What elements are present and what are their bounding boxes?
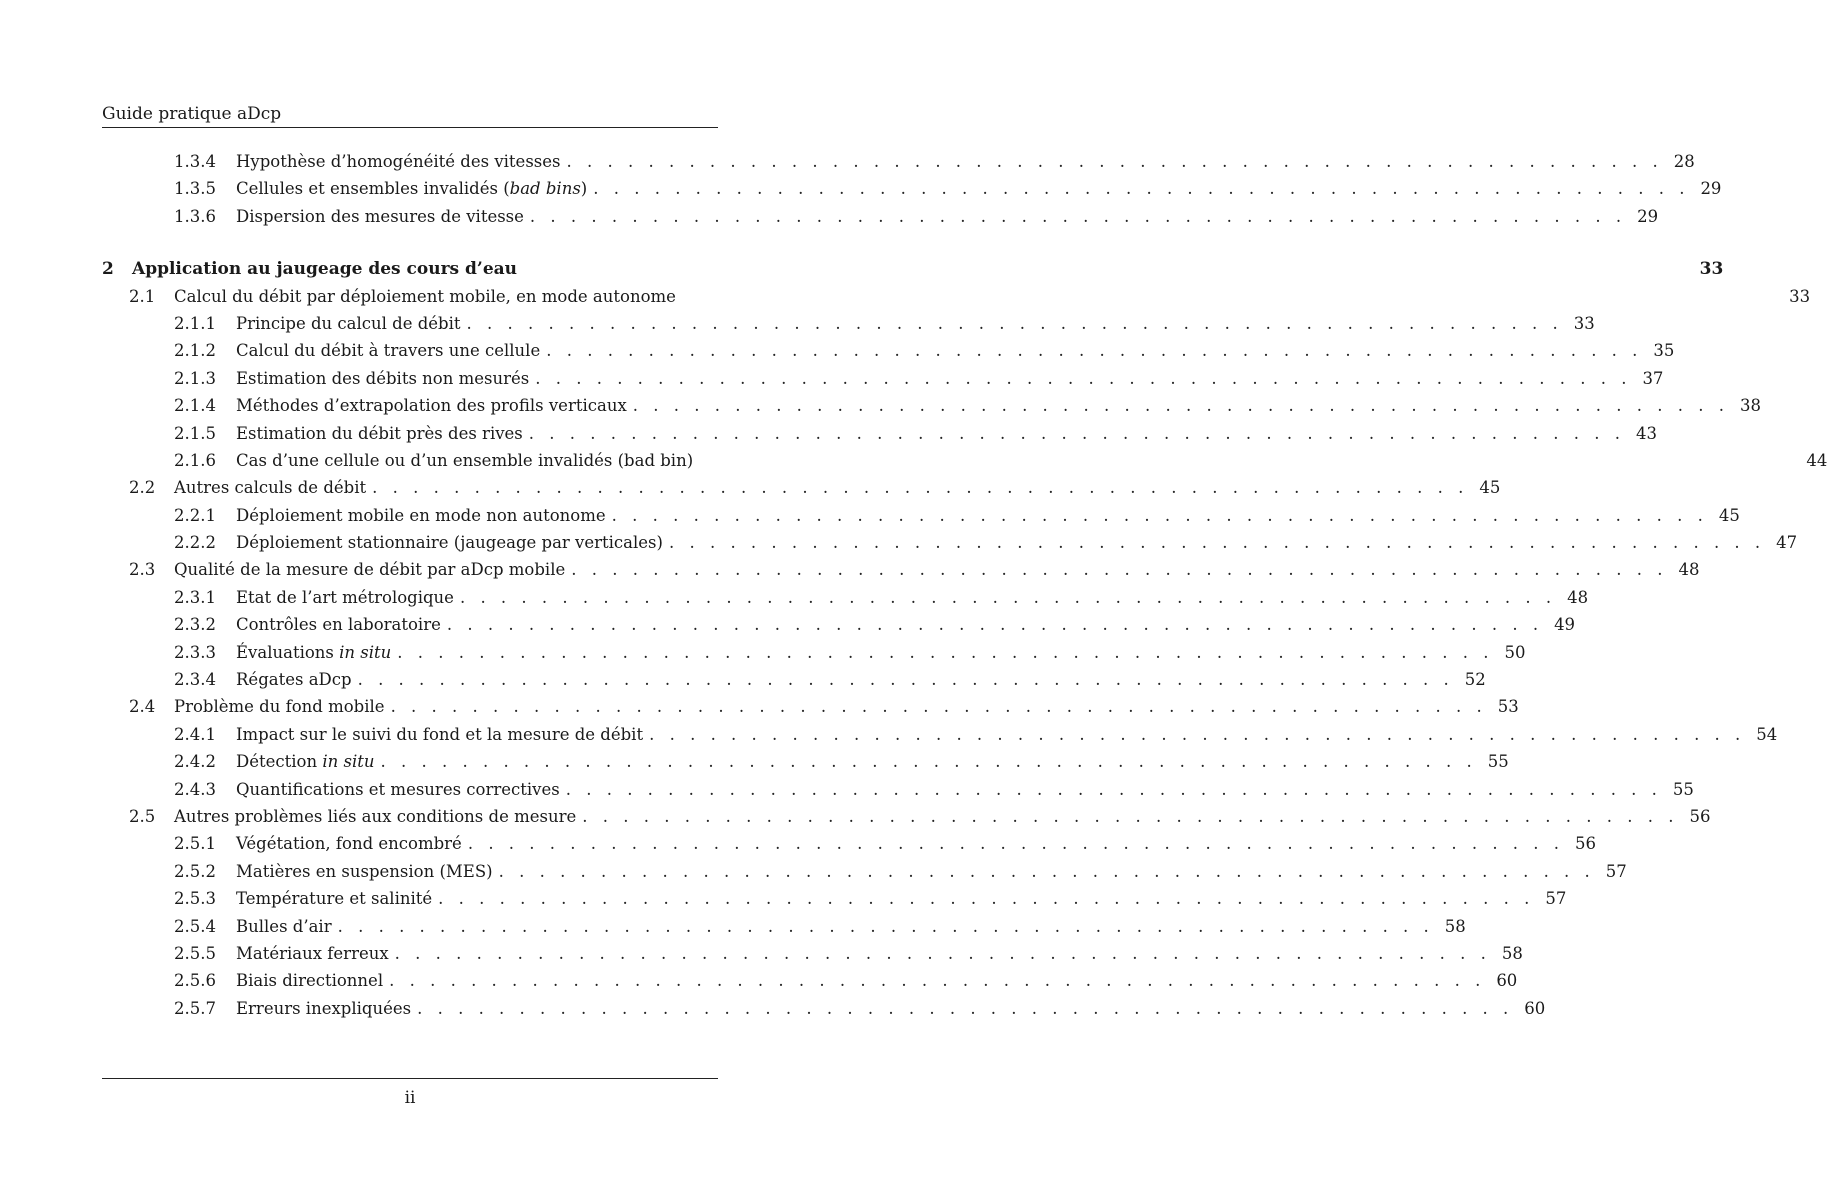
toc-entry-title-text: Estimation du débit près des rives [236, 423, 523, 443]
toc-entry-number: 2 [102, 259, 114, 280]
toc-entry-title [236, 944, 389, 963]
dot-leader [530, 207, 1626, 226]
dot-leader [372, 478, 1468, 497]
toc-entry-title [236, 451, 693, 470]
toc-entry-title-text: Estimation des débits non mesurés [236, 368, 530, 388]
toc-entry-title-text: Méthodes d’extrapolation des profils verticaux [236, 396, 627, 416]
dot-leader [438, 889, 1534, 908]
toc-entry-title [174, 697, 385, 716]
toc-entry-page: 48 [1567, 587, 1589, 607]
toc-entry-page: 49 [1554, 615, 1576, 635]
toc-entry-number: 2.5.4 [174, 916, 216, 936]
toc-entry-number: 2.1.2 [174, 341, 216, 361]
toc-entry-title [236, 369, 529, 388]
toc-entry-number: 2.5.6 [174, 971, 216, 991]
toc-entry-title-text: Calcul du débit à travers une cellule [236, 341, 541, 361]
toc-entry-title [236, 725, 643, 744]
header-rule [102, 127, 718, 128]
toc-entry-number: 2.3 [129, 560, 156, 580]
dot-leader [535, 369, 1631, 388]
dot-leader [529, 424, 1625, 443]
toc-entry-title-text: Quantifications et mesures correctives [236, 779, 560, 799]
toc-entry-page: 38 [1739, 396, 1761, 416]
dot-leader [566, 780, 1662, 799]
toc-entry-title-text: Température et salinité [236, 889, 433, 909]
dot-leader [612, 506, 1708, 525]
toc-entry-title [236, 179, 587, 198]
dot-leader [395, 944, 1491, 963]
toc-entry-page: 57 [1545, 889, 1567, 909]
toc-entry-number: 2.2.2 [174, 533, 216, 553]
toc-entry-number: 2.3.2 [174, 615, 216, 635]
toc-entry[interactable] [102, 206, 1659, 234]
toc-entry-title [236, 889, 432, 908]
toc-entry-number: 2.1.6 [174, 450, 216, 470]
toc-entry-title-text: Détection [236, 752, 323, 772]
toc-entry-page: 47 [1776, 533, 1798, 553]
toc-entry[interactable] [102, 697, 1519, 724]
dot-leader [417, 999, 1513, 1018]
toc-entry-title [132, 259, 517, 279]
toc-entry[interactable] [102, 670, 1486, 697]
toc-entry-title-italic: in situ [322, 752, 375, 772]
toc-entry-title [236, 752, 375, 771]
dot-leader [571, 560, 1667, 579]
toc-entry[interactable] [102, 779, 1694, 807]
toc-entry-page: 29 [1700, 179, 1722, 199]
toc-entry-number: 1.3.6 [174, 206, 216, 226]
toc-entry[interactable] [102, 423, 1657, 451]
toc-entry-title-text: Déploiement stationnaire (jaugeage par verticales) [236, 533, 663, 553]
toc-entry-number: 2.5.2 [174, 861, 216, 881]
toc-entry-page: 52 [1464, 670, 1486, 690]
toc-entry-page: 33 [1699, 259, 1724, 280]
toc-entry-title [236, 588, 454, 607]
toc-entry[interactable] [102, 642, 1526, 670]
toc-entry-page: 45 [1479, 478, 1501, 498]
toc-entry-number: 2.1.5 [174, 423, 216, 443]
toc-entry-page: 56 [1689, 806, 1711, 826]
toc-entry-number: 2.5 [129, 806, 156, 826]
table-of-contents [102, 152, 1827, 1026]
toc-entry-page: 29 [1637, 206, 1659, 226]
toc-entry-title [174, 807, 576, 826]
toc-entry[interactable] [102, 259, 1724, 286]
toc-entry-number: 2.4.2 [174, 752, 216, 772]
toc-entry-page: 50 [1504, 642, 1526, 662]
toc-entry-title [174, 560, 565, 579]
toc-entry[interactable] [102, 998, 1546, 1026]
toc-entry[interactable] [102, 152, 1695, 179]
toc-entry-number: 2.5.1 [174, 834, 216, 854]
toc-entry[interactable] [102, 478, 1501, 505]
toc-entry-title-italic: bad bins [509, 179, 581, 199]
toc-entry-title-italic: in situ [339, 642, 392, 662]
toc-entry-title [174, 287, 676, 306]
toc-entry-title-text: Matériaux ferreux [236, 943, 389, 963]
toc-entry-page: 37 [1642, 368, 1664, 388]
dot-leader [391, 697, 1487, 716]
toc-entry-page: 55 [1672, 779, 1694, 799]
toc-entry-title-text: Cas d’une cellule ou d’un ensemble invalidés (bad bin) [236, 450, 694, 470]
toc-entry-title [236, 152, 561, 171]
dot-leader [389, 971, 1485, 990]
dot-leader [546, 341, 1642, 360]
running-header: Guide pratique aDcp [102, 104, 282, 124]
toc-entry-title [236, 971, 383, 990]
toc-entry-page: 54 [1756, 724, 1778, 744]
dot-leader [567, 152, 1663, 171]
toc-entry-title-text: Erreurs inexpliquées [236, 998, 412, 1018]
toc-entry-page: 33 [1573, 313, 1595, 333]
toc-entry[interactable] [102, 560, 1700, 587]
toc-entry[interactable] [102, 861, 1627, 889]
toc-entry-page: 60 [1524, 998, 1546, 1018]
toc-entry[interactable] [102, 806, 1711, 834]
toc-entry-page: 35 [1653, 341, 1675, 361]
toc-entry-number: 2.2 [129, 478, 156, 498]
toc-entry-title-text: Autres calculs de débit [174, 478, 367, 498]
toc-entry-page: 53 [1497, 697, 1519, 717]
toc-entry-page: 58 [1444, 916, 1466, 936]
toc-entry[interactable] [102, 396, 1761, 423]
toc-entry-title-text: Problème du fond mobile [174, 697, 385, 717]
toc-entry-number: 2.5.3 [174, 889, 216, 909]
toc-entry[interactable] [102, 834, 1597, 861]
dot-leader [381, 752, 1477, 771]
toc-entry[interactable] [102, 313, 1595, 341]
toc-entry-title-text: Impact sur le suivi du fond et la mesure de débit [236, 724, 644, 744]
toc-entry[interactable] [102, 368, 1664, 396]
toc-entry-number: 2.4 [129, 697, 156, 717]
toc-entry-page: 44 [1806, 450, 1827, 470]
toc-entry-title [236, 780, 560, 799]
toc-entry-number: 1.3.4 [174, 152, 216, 171]
toc-entry-title-text: Hypothèse d’homogénéité des vitesses [236, 152, 561, 171]
toc-entry-number: 2.3.3 [174, 642, 216, 662]
toc-entry-title-text: Cellules et ensembles invalidés ( [236, 179, 510, 199]
toc-entry-page: 60 [1496, 971, 1518, 991]
toc-entry-number: 2.5.7 [174, 998, 216, 1018]
toc-entry-title [236, 424, 523, 443]
toc-entry-title-text: Biais directionnel [236, 971, 384, 991]
dot-leader [467, 314, 1563, 333]
toc-entry-page: 57 [1605, 861, 1627, 881]
toc-entry[interactable] [102, 533, 1798, 560]
toc-entry-title-text: Bulles d’air [236, 916, 332, 936]
toc-entry-page: 43 [1635, 423, 1657, 443]
dot-leader [468, 834, 1564, 853]
toc-entry-title-text: Dispersion des mesures de vitesse [236, 206, 524, 226]
dot-leader [669, 533, 1765, 552]
dot-leader [397, 643, 1493, 662]
toc-entry-title [236, 533, 663, 552]
toc-entry-number: 2.1.1 [174, 313, 216, 333]
toc-entry[interactable] [102, 724, 1778, 752]
footer-rule [102, 1078, 718, 1079]
toc-entry-page: 56 [1575, 834, 1597, 854]
toc-entry[interactable] [102, 587, 1589, 615]
toc-entry-number: 2.3.1 [174, 587, 216, 607]
toc-entry-title-text: Régates aDcp [236, 670, 352, 690]
toc-entry-page: 45 [1718, 505, 1740, 525]
dot-leader [460, 588, 1556, 607]
toc-entry-title-text: Déploiement mobile en mode non autonome [236, 505, 606, 525]
toc-entry[interactable] [102, 505, 1740, 533]
dot-leader [633, 396, 1729, 415]
toc-entry-number: 1.3.5 [174, 179, 216, 199]
toc-entry[interactable] [102, 341, 1675, 368]
toc-entry-title-text: Qualité de la mesure de débit par aDcp mobile [174, 560, 566, 580]
toc-entry[interactable] [102, 889, 1567, 916]
toc-entry-title-text: Matières en suspension (MES) [236, 861, 493, 881]
toc-entry[interactable] [102, 752, 1509, 779]
toc-entry[interactable] [102, 971, 1518, 998]
toc-entry-page: 58 [1501, 943, 1523, 963]
dot-leader [499, 862, 1595, 881]
toc-entry-number: 2.4.1 [174, 724, 216, 744]
toc-entry-title-text: Évaluations [236, 642, 340, 662]
toc-entry-title [236, 207, 524, 226]
dot-leader [338, 917, 1434, 936]
toc-entry-number: 2.1.4 [174, 396, 216, 416]
toc-entry-number: 2.5.5 [174, 943, 216, 963]
toc-entry-title-text: Application au jaugeage des cours d’eau [132, 259, 518, 280]
toc-entry[interactable] [102, 450, 1827, 478]
toc-entry-title-text: Calcul du débit par déploiement mobile, en mode autonome [174, 286, 676, 306]
toc-entry[interactable] [102, 286, 1811, 314]
dot-leader [358, 670, 1454, 689]
toc-entry-title [236, 396, 627, 415]
dot-leader [582, 807, 1678, 826]
toc-entry-title-text: Principe du calcul de débit [236, 313, 461, 333]
toc-entry-title [236, 862, 493, 881]
toc-entry-number: 2.1.3 [174, 368, 216, 388]
toc-entry[interactable] [102, 943, 1523, 971]
toc-entry-title-suffix: ) [580, 179, 588, 199]
toc-entry-title-text: Etat de l’art métrologique [236, 587, 454, 607]
toc-entry-title-text: Autres problèmes liés aux conditions de mesure [174, 806, 577, 826]
dot-leader [649, 725, 1745, 744]
toc-entry[interactable] [102, 179, 1722, 206]
toc-entry-title [236, 643, 391, 662]
toc-entry-page: 28 [1673, 152, 1695, 171]
toc-entry-page: 55 [1487, 752, 1509, 772]
toc-entry-title [174, 478, 366, 497]
toc-entry[interactable] [102, 916, 1466, 944]
toc-entry-title-text: Végétation, fond encombré [236, 834, 462, 854]
toc-entry-title [236, 341, 540, 360]
dot-leader [593, 179, 1689, 198]
dot-leader [447, 615, 1543, 634]
toc-entry-title [236, 999, 411, 1018]
toc-entry-title [236, 314, 461, 333]
toc-entry[interactable] [102, 615, 1576, 642]
page-number: ii [404, 1088, 416, 1108]
toc-entry-page: 48 [1678, 560, 1700, 580]
toc-entry-number: 2.2.1 [174, 505, 216, 525]
toc-entry-title-text: Contrôles en laboratoire [236, 615, 441, 635]
toc-entry-page: 33 [1789, 286, 1811, 306]
toc-entry-number: 2.3.4 [174, 670, 216, 690]
toc-entry-title [236, 670, 352, 689]
toc-entry-title [236, 506, 606, 525]
toc-entry-title [236, 917, 332, 936]
toc-entry-title [236, 615, 441, 634]
toc-entry-number: 2.1 [129, 286, 156, 306]
toc-entry-title [236, 834, 462, 853]
toc-entry-number: 2.4.3 [174, 779, 216, 799]
